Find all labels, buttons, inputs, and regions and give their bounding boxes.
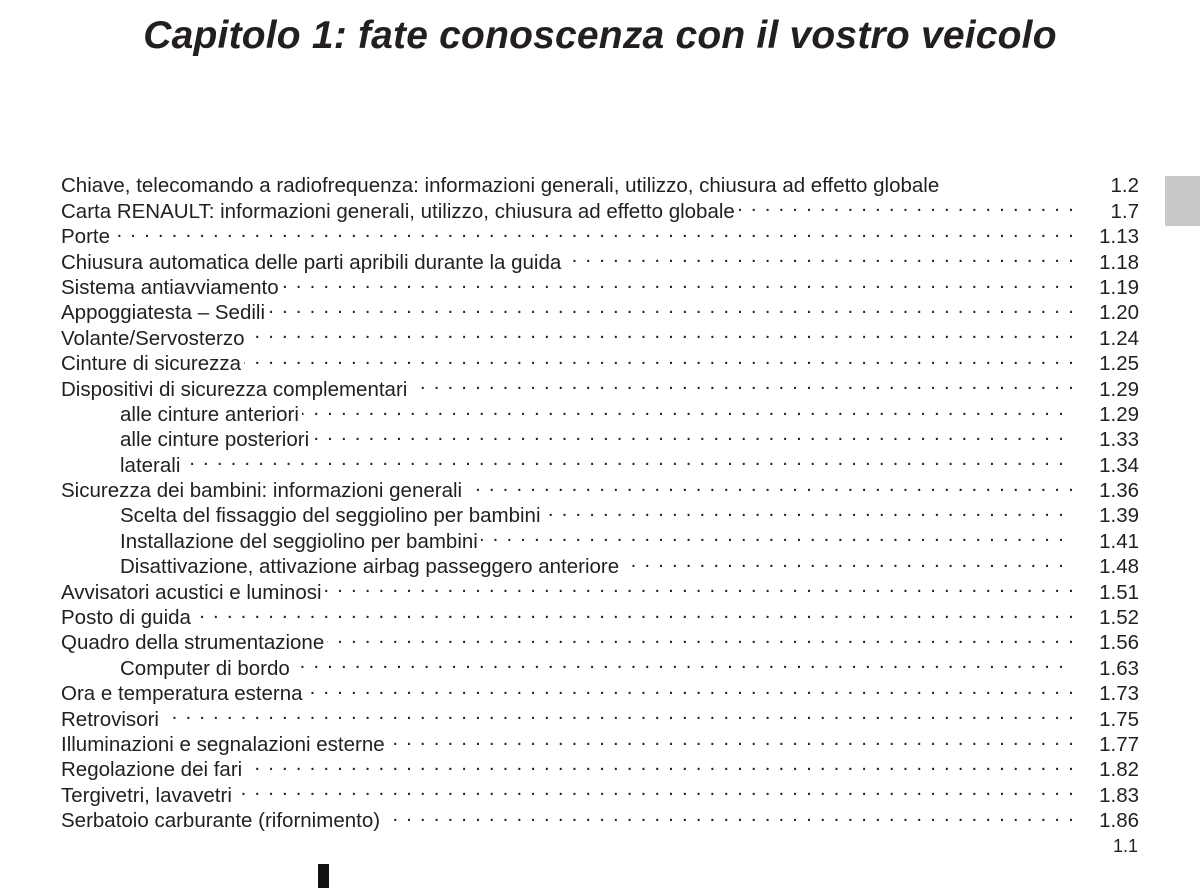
dot-leader: [465, 472, 1075, 497]
toc-entry-label: alle cinture posteriori: [120, 428, 310, 452]
toc-entry-label: Ora e temperatura esterna: [61, 682, 303, 706]
toc-entry-label: Dispositivi di sicurezza complementari: [61, 377, 408, 401]
dot-leader: [383, 802, 1075, 827]
crop-mark: [318, 864, 329, 888]
toc-entry-page: 1.73: [1099, 682, 1139, 706]
toc-entry: [61, 700, 1139, 731]
toc-entry-page: 1.18: [1099, 250, 1139, 274]
dot-leader: [183, 446, 1065, 471]
dot-leader: [113, 218, 1075, 243]
page-number: 1.1: [1112, 836, 1138, 856]
toc-entry-label: Appoggiatesta – Sedili: [61, 301, 266, 325]
toc-entry-label: alle cinture anteriori: [120, 402, 299, 426]
toc-entry-label: Volante/Servosterzo: [61, 326, 245, 350]
toc-entry-page: 1.51: [1099, 580, 1139, 604]
toc-entry-label: Porte: [61, 225, 110, 249]
toc-entry-label: Chiusura automatica delle parti apribili durante la guida: [61, 250, 562, 274]
toc-entry-page: 1.48: [1099, 555, 1139, 579]
dot-leader: [481, 522, 1065, 547]
dot-leader: [410, 370, 1075, 395]
toc-entry-page: 1.39: [1099, 504, 1139, 528]
toc-entry: [61, 218, 1139, 249]
dot-leader: [942, 167, 1075, 192]
toc-entry-label: Disattivazione, attivazione airbag passeggero anteriore: [120, 555, 620, 579]
dot-leader: [162, 700, 1075, 725]
toc-entry-page: 1.20: [1099, 301, 1139, 325]
toc-entry-label: Avvisatori acustici e luminosi: [61, 580, 322, 604]
dot-leader: [306, 675, 1075, 700]
toc-entry-label: Carta RENAULT: informazioni generali, utilizzo, chiusura ad effetto globale: [61, 199, 735, 223]
dot-leader: [245, 751, 1075, 776]
toc-subentry: [61, 446, 1139, 477]
toc-entry-label: Installazione del seggiolino per bambini: [120, 529, 478, 553]
toc-entry-page: 1.13: [1099, 225, 1139, 249]
toc-entry: [61, 624, 1139, 655]
table-of-contents: [61, 167, 1139, 833]
dot-leader: [738, 192, 1075, 217]
toc-entry-page: 1.29: [1099, 377, 1139, 401]
toc-entry-page: 1.24: [1099, 326, 1139, 350]
toc-entry-label: Quadro della strumentazione: [61, 631, 325, 655]
toc-entry-page: 1.2: [1110, 174, 1139, 198]
toc-entry-label: Posto di guida: [61, 606, 191, 630]
toc-entry-page: 1.33: [1099, 428, 1139, 452]
toc-entry: [61, 599, 1139, 630]
toc-entry-label: Regolazione dei fari: [61, 758, 243, 782]
toc-entry-page: 1.29: [1099, 402, 1139, 426]
dot-leader: [194, 599, 1075, 624]
toc-entry-page: 1.83: [1099, 783, 1139, 807]
toc-entry-page: 1.56: [1099, 631, 1139, 655]
toc-entry-page: 1.36: [1099, 479, 1139, 503]
toc-entry-page: 1.77: [1099, 732, 1139, 756]
toc-entry-page: 1.63: [1099, 656, 1139, 680]
toc-entry-label: Computer di bordo: [120, 656, 290, 680]
toc-entry-page: 1.34: [1099, 453, 1139, 477]
dot-leader: [327, 624, 1075, 649]
toc-entry-label: Tergivetri, lavavetri: [61, 783, 232, 807]
dot-leader: [235, 776, 1075, 801]
toc-entry-label: Chiave, telecomando a radiofrequenza: informazioni generali, utilizzo, chiusura ad effetto globale: [61, 174, 940, 198]
toc-entry-page: 1.25: [1099, 352, 1139, 376]
toc-entry-label: Serbatoio carburante (rifornimento): [61, 809, 381, 833]
dot-leader: [282, 269, 1075, 294]
toc-entry-label: Illuminazioni e segnalazioni esterne: [61, 732, 385, 756]
toc-entry-page: 1.41: [1099, 529, 1139, 553]
dot-leader: [388, 726, 1075, 751]
toc-entry: [61, 243, 1139, 274]
chapter-tab-marker: [1165, 176, 1200, 226]
dot-leader: [564, 243, 1075, 268]
toc-entry-page: 1.19: [1099, 275, 1139, 299]
dot-leader: [302, 396, 1065, 421]
dot-leader: [312, 421, 1065, 446]
toc-entry-page: 1.86: [1099, 809, 1139, 833]
toc-entry: [61, 726, 1139, 756]
toc-entry-label: Sistema antiavviamento: [61, 275, 279, 299]
dot-leader: [293, 649, 1065, 674]
toc-entry: [61, 167, 1139, 198]
toc-entry-label: Sicurezza dei bambini: informazioni generali: [61, 479, 463, 503]
toc-entry-page: 1.52: [1099, 606, 1139, 630]
dot-leader: [544, 497, 1065, 522]
toc-entry-page: 1.75: [1099, 707, 1139, 731]
page-title: Capitolo 1: fate conoscenza con il vostro veicolo: [143, 14, 1057, 57]
dot-leader: [244, 345, 1075, 370]
toc-entry: [61, 472, 1139, 503]
dot-leader: [247, 319, 1075, 344]
toc-entry-label: Retrovisori: [61, 707, 159, 731]
dot-leader: [622, 548, 1065, 573]
toc-entry-label: Cinture di sicurezza: [61, 352, 242, 376]
toc-entry-label: laterali: [120, 453, 181, 477]
dot-leader: [268, 294, 1075, 319]
toc-entry-label: Scelta del fissaggio del seggiolino per bambini: [120, 504, 541, 528]
toc-entry-page: 1.7: [1110, 199, 1139, 223]
dot-leader: [325, 573, 1075, 598]
toc-entry-page: 1.82: [1099, 758, 1139, 782]
